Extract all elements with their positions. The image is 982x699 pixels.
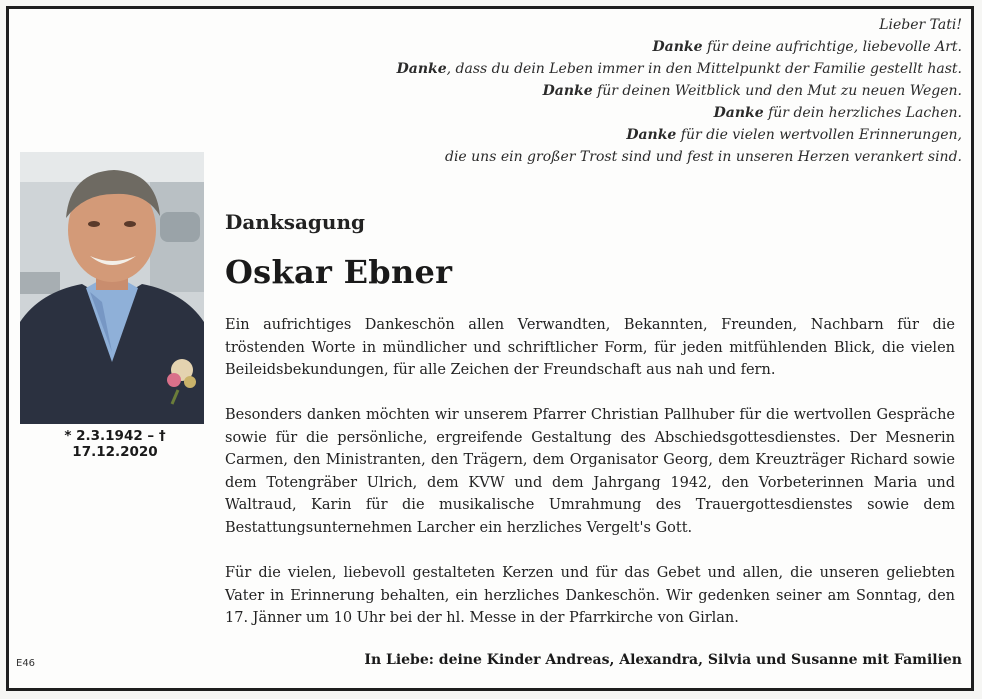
- poem-line: [322, 36, 962, 58]
- family-signature: In Liebe: deine Kinder Andreas, Alexandra, Silvia und Susanne mit Familien: [364, 652, 962, 668]
- poem-text: für dein herzliches Lachen.: [763, 105, 962, 121]
- dedication-poem: [322, 14, 962, 168]
- thanks-paragraph-3: Für die vielen, liebevoll gestalteten Kerzen und für das Gebet und allen, die unseren geliebten Vater in Erinnerung behalten, ein herzliches Dankeschön. Wir gedenken seiner am Sonntag, den 17. Jänner um 10 Uhr bei der hl. Messe in der Pfarrkirche von Girlan.: [225, 565, 955, 626]
- thanks-paragraph-2: Besonders danken möchten wir unserem Pfarrer Christian Pallhuber für die wertvollen Gespräche sowie für die persönliche, ergreifende Gestaltung des Abschiedsgottesdienstes. Der Mesnerin Carmen, den Ministranten, den Trägern, dem Organisator Georg, dem Kreuzträger Richard sowie dem Totengräber Ulrich, dem KVW und dem Jahrgang 1942, den Vorbeterinnen Maria und Waltraud, Karin für die musikalische Umrahmung des Trauergottesdienstes sowie dem Bestattungsunternehmen Larcher ein herzliches Vergelt's Gott.: [225, 407, 955, 536]
- poem-emphasis: Danke: [396, 61, 447, 77]
- poem-line: [322, 58, 962, 80]
- poem-text: für die vielen wertvollen Erinnerungen,: [676, 127, 962, 143]
- poem-emphasis: Danke: [713, 105, 764, 121]
- poem-text: für deine aufrichtige, liebevolle Art.: [702, 39, 962, 55]
- poem-line: [322, 146, 962, 168]
- poem-text: Lieber Tati!: [879, 17, 962, 33]
- poem-text: , dass du dein Leben immer in den Mittelpunkt der Familie gestellt hast.: [446, 61, 962, 77]
- poem-text: für deinen Weitblick und den Mut zu neuen Wegen.: [592, 83, 962, 99]
- poem-emphasis: Danke: [626, 127, 677, 143]
- notice-heading: Danksagung: [225, 210, 365, 234]
- poem-text: die uns ein großer Trost sind und fest in unseren Herzen verankert sind.: [444, 149, 962, 165]
- poem-line: [322, 124, 962, 146]
- thanks-paragraph-1: Ein aufrichtiges Dankeschön allen Verwandten, Bekannten, Freunden, Nachbarn für die tröstenden Worte in mündlicher und schriftlicher Form, für jeden mitfühlenden Blick, die vielen Beileidsbekundungen, für alle Zeichen der Freundschaft aus nah und fern.: [225, 317, 955, 378]
- poem-emphasis: Danke: [652, 39, 703, 55]
- deceased-name: Oskar Ebner: [225, 253, 453, 291]
- poem-line: [322, 14, 962, 36]
- ad-code: E46: [16, 658, 36, 669]
- poem-line: [322, 102, 962, 124]
- poem-line: [322, 80, 962, 102]
- poem-emphasis: Danke: [542, 83, 593, 99]
- portrait-photo: [20, 152, 204, 424]
- portrait-illustration: [20, 152, 204, 424]
- life-dates: * 2.3.1942 – † 17.12.2020: [64, 428, 166, 460]
